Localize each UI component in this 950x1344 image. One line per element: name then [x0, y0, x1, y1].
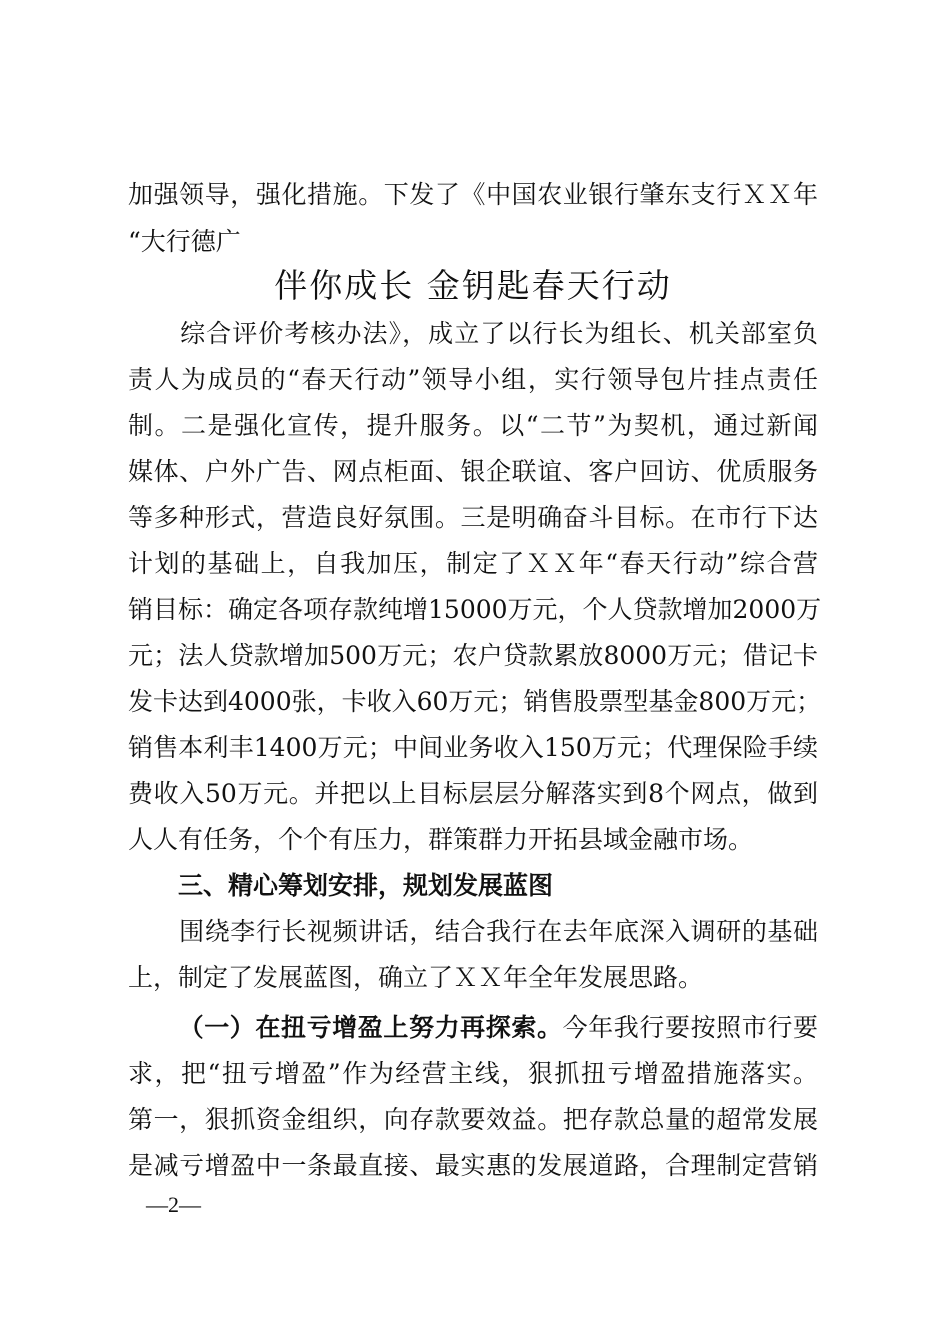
text-line: 人人有任务，个个有压力，群策群力开拓县域金融市场。: [128, 825, 754, 854]
text-line: 等多种形式，营造良好氛围。三是明确奋斗目标。在市行下达: [128, 503, 818, 532]
text-line: 销售本利丰1400万元；中间业务收入150万元；代理保险手续: [128, 733, 818, 762]
text-line: “大行德广: [128, 227, 241, 256]
text-line: 费收入50万元。并把以上目标层层分解落实到8个网点，做到: [128, 779, 818, 808]
text-line: 上，制定了发展蓝图，确立了ＸＸ年全年发展思路。: [128, 963, 704, 992]
text-line: 求，把“扭亏增盈”作为经营主线，狠抓扭亏增盈措施落实。: [128, 1059, 818, 1088]
text-line: 是减亏增盈中一条最直接、最实惠的发展道路，合理制定营销: [128, 1151, 818, 1180]
text-line: 综合评价考核办法》，成立了以行长为组长、机关部室负: [128, 319, 818, 348]
text-line: 第一，狠抓资金组织，向存款要效益。把存款总量的超常发展: [128, 1105, 818, 1134]
page-title: 伴你成长 金钥匙春天行动: [274, 266, 672, 305]
text-line: 销目标：确定各项存款纯增15000万元，个人贷款增加2000万: [128, 595, 822, 624]
text-line: 计划的基础上，自我加压，制定了ＸＸ年“春天行动”综合营: [128, 549, 818, 578]
text-line: 元；法人贷款增加500万元；农户贷款累放8000万元；借记卡: [128, 641, 818, 670]
text-line: 制。二是强化宣传，提升服务。以“二节”为契机，通过新闻: [128, 411, 818, 440]
text-line: 责人为成员的“春天行动”领导小组，实行领导包片挂点责任: [128, 365, 818, 394]
text-line: 围绕李行长视频讲话，结合我行在去年底深入调研的基础: [128, 917, 818, 946]
section-heading: 三、精心筹划安排，规划发展蓝图: [128, 871, 554, 900]
page-number: —2—: [146, 1192, 201, 1217]
text-line: 媒体、户外广告、网点柜面、银企联谊、客户回访、优质服务: [128, 457, 818, 486]
text-line: 加强领导，强化措施。下发了《中国农业银行肇东支行ＸＸ年: [128, 180, 818, 209]
sub-heading: （一）在扭亏增盈上努力再探索。: [178, 1013, 563, 1042]
text-line: 发卡达到4000张，卡收入60万元；销售股票型基金800万元；: [128, 687, 822, 716]
sub-heading-line: [128, 1010, 818, 1046]
sub-heading-rest: 今年我行要按照市行要: [562, 1013, 818, 1042]
